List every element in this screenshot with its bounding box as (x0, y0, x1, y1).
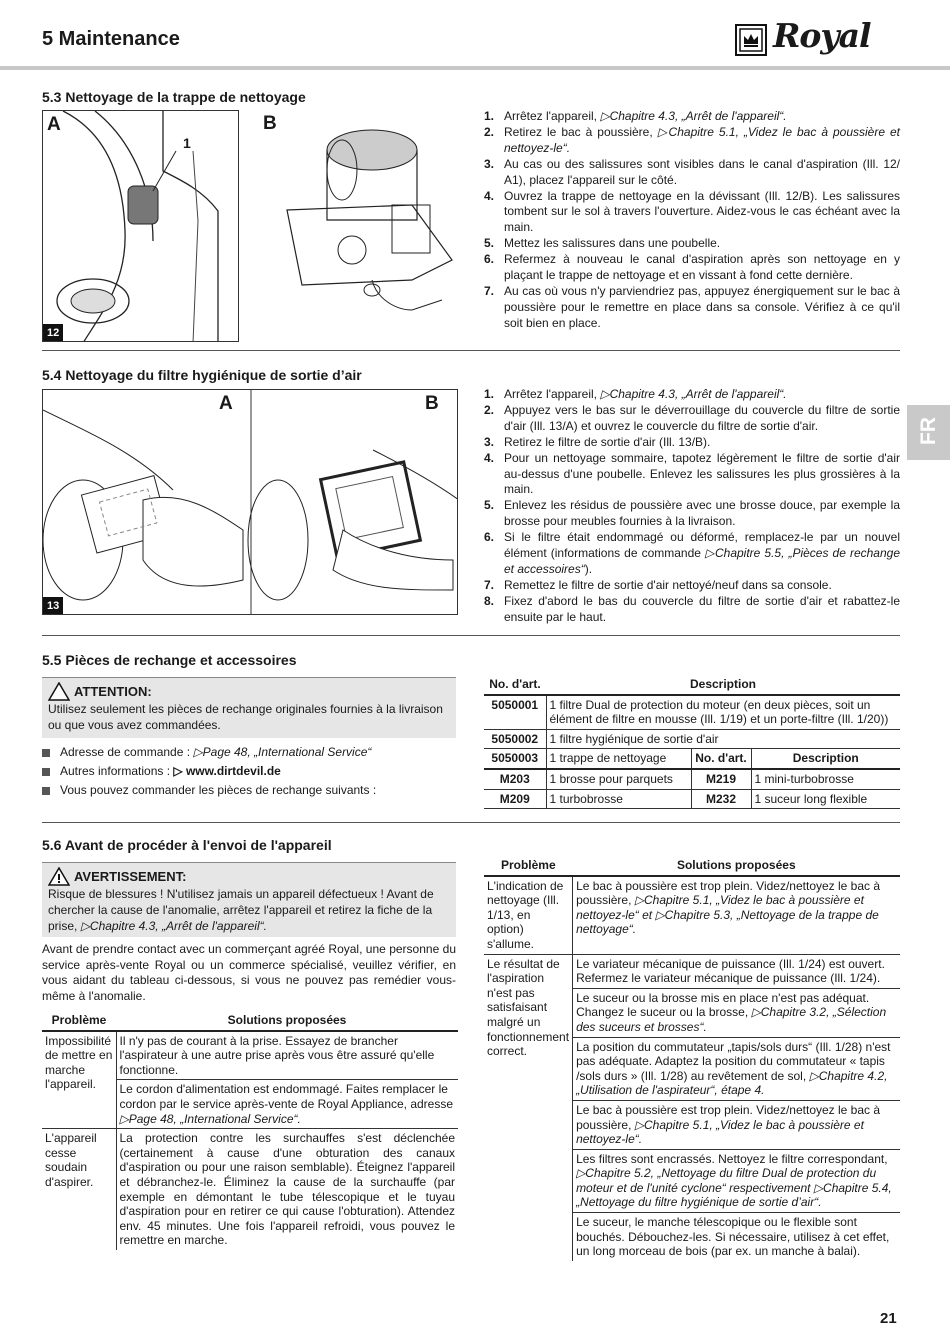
column-header: Description (546, 675, 900, 695)
page-number: 21 (880, 1310, 897, 1327)
list-item: Autres informations : ▷ www.dirtdevil.de (42, 762, 456, 781)
list-item: 7. Remettez le filtre de sortie d'air nettoyé/neuf dans sa console. (484, 577, 832, 592)
table-row: M209 1 turbobrosse M232 1 suceur long flexible (484, 789, 900, 809)
figure-callout-1: 1 (183, 135, 191, 151)
list-item: 2. Retirez le bac à poussière, ▷Chapitre 5.1, „Videz le bac à poussière et nettoyez-le“. (484, 124, 901, 155)
warning-triangle-icon (48, 682, 70, 701)
list-item: Adresse de commande : ▷Page 48, „International Service“ (42, 743, 456, 762)
figure-12a (42, 110, 239, 342)
section-divider (42, 822, 900, 823)
list-item: 4. Ouvrez la trappe de nettoyage en la dévissant (Ill. 12/B). Les salissures tombent sur le sol à travers l'ouverture. Aidez-vous le cas échéant avec la main. (484, 188, 900, 235)
figure-13 (42, 389, 458, 615)
air-filter-removal-illustration (43, 390, 458, 615)
list-item: 7. Au cas où vous n'y parviendriez pas, appuyez énergiquement sur le bac à poussière pour le remettre en place dans sa console. Vérifiez à ce qu'il soit bien en place. (484, 283, 900, 330)
header-rule (0, 66, 950, 70)
warning-title: AVERTISSEMENT: (74, 868, 187, 884)
section-divider (42, 635, 900, 636)
figure-12b (262, 110, 458, 342)
section-5-4-heading: 5.4 Nettoyage du filtre hygiénique de sortie d’air (42, 367, 362, 383)
attention-title: ATTENTION: (74, 683, 152, 699)
list-item: 1. Arrêtez l'appareil, ▷Chapitre 4.3, „Arrêt de l'appareil“. (484, 387, 787, 401)
figure-label-a: A (219, 393, 233, 414)
warning-text: Risque de blessures ! N'utilisez jamais un appareil défectueux ! Avant de chercher la cause de l'anomalie, arrêtez l'appareil et retirez la fiche de la prise, ▷Chapitre 4.3, „Arrêt de l'appareil“. (48, 887, 434, 933)
table-row: 5050003 1 trappe de nettoyage No. d'art. Description (484, 749, 900, 769)
table-row: Le suceur ou la brosse mis en place n'est pas adéquat. Changez le suceur ou la brosse, ▷Chapitre 3.2, „Sélection des suceurs et brosses“. (484, 988, 900, 1037)
list-item: 3. Retirez le filtre de sortie d'air (Ill. 13/B). (484, 434, 711, 449)
figure-label-a: A (47, 114, 61, 135)
table-row: Le suceur, le manche télescopique ou le flexible sont bouchés. Débouchez-les. Si nécessaire, utilisez à cet effet, un long morceau de bois (par ex. un manche à balai). (576, 1215, 890, 1259)
chapter-title: 5 Maintenance (42, 28, 180, 50)
section-5-3-heading: 5.3 Nettoyage de la trappe de nettoyage (42, 89, 306, 105)
logo-wordmark: Royal (773, 16, 871, 55)
list-item: 2. Appuyez vers le bas sur le déverrouillage du couvercle du filtre de sortie d'air (Ill. 13/A) et ouvrez le couvercle du filtre de sortie d'air. (484, 402, 900, 433)
table-row: Le cordon d'alimentation est endommagé. Faites remplacer le cordon par le service après-vente de Royal Appliance, adresse ▷Page 48, „International Service“. (42, 1080, 458, 1129)
intro-paragraph: Avant de prendre contact avec un commerçant agréé Royal, une personne du service après-vente Royal ou un commerce spécialisé, veuillez vérifier, en vous aidant du tableau ci-dessous, si vous ne pouvez pas remédier vous-même à l'anomalie. (42, 942, 456, 1003)
table-row: 5050002 1 filtre hygiénique de sortie d'air (484, 729, 900, 749)
vacuum-cleaning-hatch-illustration (262, 110, 458, 342)
list-item: 5. Mettez les salissures dans une poubelle. (484, 236, 721, 251)
table-row: Le résultat de l'aspiration n'est pas satisfaisant malgré un fonctionnement correct. Le variateur mécanique de puissance (Ill. 1/24) est ouvert. Refermez le variateur mécanique de puissance (Ill. 1/24). (484, 954, 900, 988)
list-item: Vous pouvez commander les pièces de rechange suivants : (42, 781, 456, 800)
section-5-6-heading: 5.6 Avant de procéder à l'envoi de l'appareil (42, 837, 332, 853)
section-5-5-heading: 5.5 Pièces de rechange et accessoires (42, 652, 297, 668)
page-header (0, 0, 950, 70)
table-row: M203 1 brosse pour parquets M219 1 mini-turbobrosse (484, 769, 900, 789)
troubleshooting-table-right (484, 856, 900, 1261)
warning-notice (42, 862, 456, 937)
table-row: L'appareil cesse soudain d'aspirer. La protection contre les surchauffes s'est déclenchée (certainement à cause d'une obturation des canaux d'aspiration ou pour une raison semblable). Éteignez l'appareil et débranchez-le. Éliminez la cause de la surchauffe (par exemple en démontant le tube télescopique et le tuyau d'aspiration pour en retirer ce qui cause l'obturation). Attendez env. 45 minutes. Une fois l'appareil refroidi, vous pouvez le remettre en marche. (42, 1129, 458, 1250)
list-item: 5. Enlevez les résidus de poussière avec une brosse douce, par exemple la brosse pour meubles fournies à la livraison. (484, 498, 900, 529)
language-tab-fr: FR (907, 405, 950, 460)
vacuum-suction-canal-illustration (43, 111, 239, 342)
website-link[interactable]: ▷ www.dirtdevil.de (173, 764, 281, 778)
section-5-3-steps (484, 109, 900, 332)
list-item: 8. Fixez d'abord le bas du couvercle du filtre de sortie d'air et rabattez-le ensuite par le haut. (484, 593, 900, 624)
figure-label-b: B (425, 393, 439, 414)
figure-label-b: B (263, 113, 277, 134)
table-row: Le bac à poussière est trop plein. Videz/nettoyez le bac à poussière, ▷Chapitre 5.1, „Videz le bac à poussière et nettoyez-le“. (484, 1100, 900, 1149)
column-header: Problème (484, 856, 573, 876)
troubleshooting-table-left (42, 1011, 458, 1250)
column-header: Solutions proposées (116, 1011, 458, 1031)
spare-parts-table (484, 675, 900, 809)
crown-crest-icon (735, 24, 767, 56)
table-row: 5050001 1 filtre Dual de protection du moteur (en deux pièces, soit un élément de filtre en mousse (Ill. 1/19) et un porte-filtre (Ill. 1/20)) (484, 695, 900, 730)
table-row: L'indication de nettoyage (Ill. 1/13, en option) s'allume. Le bac à poussière est trop plein. Videz/nettoyez le bac à poussière, ▷Chapitre 5.1, „Videz le bac à poussière et nettoyez-le“ et ▷Chapitre 5.3, „Nettoyage de la trappe de nettoyage“. (484, 876, 900, 954)
list-item: 3. Au cas ou des salissures sont visibles dans le canal d'aspiration (Ill. 12/ A1), placez l'appareil sur le côté. (484, 156, 900, 187)
list-item: 1. Arrêtez l'appareil, ▷Chapitre 4.3, „Arrêt de l'appareil“. (484, 109, 787, 123)
warning-triangle-icon (48, 867, 70, 886)
list-item: 4. Pour un nettoyage sommaire, tapotez légèrement le filtre de sortie d'air au-dessus d'une poubelle. Enlevez les salissures les plus grossières à la main. (484, 450, 900, 497)
table-row: La position du commutateur „tapis/sols durs“ (Ill. 1/28) n'est pas adéquate. Adaptez la position du commutateur « tapis /sols durs » (Ill. 1/28) au revêtement de sol, ▷Chapitre 4.2, „Utilisation de l'aspirateur“, étape 4. (484, 1037, 900, 1100)
list-item: 6. Si le filtre était endommagé ou déformé, remplacez-le par un nouvel élément (informations de commande ▷Chapitre 5.5, „Pièces de rechange et accessoires“). (484, 530, 900, 576)
figure-number-13: 13 (43, 597, 63, 614)
list-item: 6. Refermez à nouveau le canal d'aspiration après son nettoyage en y plaçant le trappe de nettoyage et en vissant à fond cette dernière. (484, 252, 900, 283)
figure-number-12: 12 (43, 324, 63, 341)
table-row: Les filtres sont encrassés. Nettoyez le filtre correspondant, ▷Chapitre 5.2, „Nettoyage du filtre Dual de protection du moteur et de l'unité cyclone“ respectivement ▷Chapitre 5.4, „Nettoyage du filtre hygiénique de sortie d’air“. (484, 1149, 900, 1212)
attention-text: Utilisez seulement les pièces de rechange originales fournies à la livraison ou que vous avez commandées. (48, 702, 443, 732)
column-header: Solutions proposées (573, 856, 900, 876)
table-row: Impossibilité de mettre en marche l'appareil. Il n'y pas de courant à la prise. Essayez de brancher l'aspirateur à une autre prise après vous être assuré qu'elle fonctionne. (42, 1031, 458, 1080)
royal-logo (735, 16, 903, 58)
section-5-4-steps (484, 387, 900, 626)
attention-notice (42, 677, 456, 738)
column-header: No. d'art. (484, 675, 546, 695)
order-info-list (42, 743, 456, 800)
column-header: Problème (42, 1011, 116, 1031)
section-divider (42, 350, 900, 351)
